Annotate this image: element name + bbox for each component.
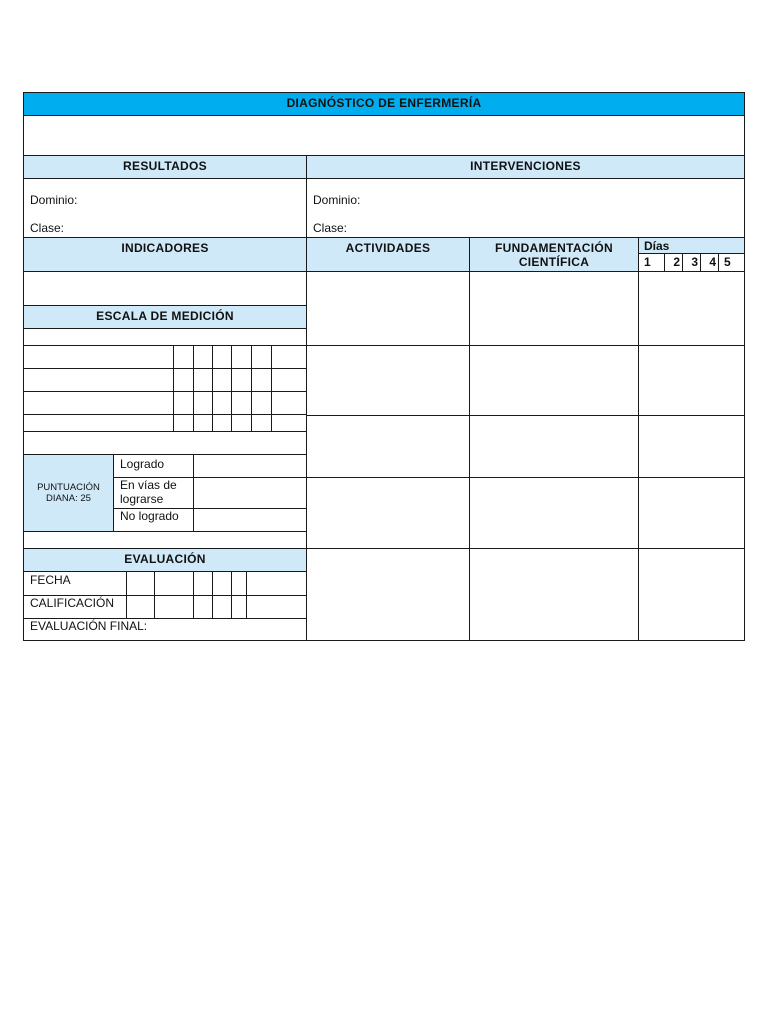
basis-cell[interactable] xyxy=(469,345,639,416)
days-cell[interactable] xyxy=(638,477,745,549)
scale-cell[interactable] xyxy=(212,368,232,392)
scale-cell[interactable] xyxy=(271,345,307,369)
achieved-label: Logrado xyxy=(113,454,194,478)
day-4: 4 xyxy=(700,253,719,272)
days-cell[interactable] xyxy=(638,548,745,641)
scale-cell[interactable] xyxy=(173,345,194,369)
days-label: Días xyxy=(644,239,670,253)
activity-cell[interactable] xyxy=(306,548,470,641)
days-header xyxy=(638,237,745,254)
in-progress-value[interactable] xyxy=(193,477,307,509)
date-cell[interactable] xyxy=(246,571,307,596)
indicators-header: INDICADORES xyxy=(23,237,307,272)
not-achieved-label: No logrado xyxy=(113,508,194,532)
date-label: FECHA xyxy=(23,571,127,596)
scale-row-label[interactable] xyxy=(23,368,174,392)
scale-row-label[interactable] xyxy=(23,345,174,369)
activity-cell[interactable] xyxy=(306,345,470,416)
results-block[interactable] xyxy=(23,178,307,238)
results-header: RESULTADOS xyxy=(23,155,307,179)
scale-cell[interactable] xyxy=(231,345,252,369)
results-class-label: Clase: xyxy=(30,221,65,235)
interventions-domain-label: Dominio: xyxy=(313,193,361,207)
date-cell[interactable] xyxy=(212,571,232,596)
basis-cell[interactable] xyxy=(469,548,639,641)
target-score-text: PUNTUACIÓN DIANA: 25 xyxy=(37,482,100,504)
in-progress-label: En vías de lograrse xyxy=(113,477,194,509)
scale-row-label[interactable] xyxy=(23,414,174,432)
interventions-header: INTERVENCIONES xyxy=(306,155,745,179)
days-cell[interactable] xyxy=(638,345,745,416)
diagnosis-input-area[interactable] xyxy=(23,115,745,156)
scale-cell[interactable] xyxy=(231,414,252,432)
scale-cell[interactable] xyxy=(193,414,213,432)
scale-cell[interactable] xyxy=(173,391,194,415)
scale-cell[interactable] xyxy=(193,345,213,369)
activity-cell[interactable] xyxy=(306,415,470,478)
scale-cell[interactable] xyxy=(231,368,252,392)
scale-cell[interactable] xyxy=(271,368,307,392)
date-cell[interactable] xyxy=(193,571,213,596)
grade-cell[interactable] xyxy=(246,595,307,619)
grade-cell[interactable] xyxy=(212,595,232,619)
scale-empty-row[interactable] xyxy=(23,328,307,346)
score-blank-row[interactable] xyxy=(23,531,307,549)
basis-cell[interactable] xyxy=(469,271,639,346)
results-domain-label: Dominio: xyxy=(30,193,78,207)
basis-cell[interactable] xyxy=(469,415,639,478)
date-cell[interactable] xyxy=(126,571,155,596)
activity-cell[interactable] xyxy=(306,271,470,346)
scale-cell[interactable] xyxy=(193,391,213,415)
scale-cell[interactable] xyxy=(212,414,232,432)
not-achieved-value[interactable] xyxy=(193,508,307,532)
activity-cell[interactable] xyxy=(306,477,470,549)
date-cell[interactable] xyxy=(154,571,194,596)
day-2: 2 xyxy=(664,253,683,272)
scale-cell[interactable] xyxy=(212,345,232,369)
grade-cell[interactable] xyxy=(126,595,155,619)
final-evaluation[interactable]: EVALUACIÓN FINAL: xyxy=(23,618,307,641)
grade-cell[interactable] xyxy=(154,595,194,619)
scale-cell[interactable] xyxy=(271,414,307,432)
interventions-class-label: Clase: xyxy=(313,221,348,235)
grade-cell[interactable] xyxy=(193,595,213,619)
scale-cell[interactable] xyxy=(251,368,272,392)
days-cell[interactable] xyxy=(638,271,745,346)
day-3: 3 xyxy=(682,253,701,272)
scale-cell[interactable] xyxy=(173,414,194,432)
diagnosis-title: DIAGNÓSTICO DE ENFERMERÍA xyxy=(23,92,745,116)
achieved-value[interactable] xyxy=(193,454,307,478)
scale-cell[interactable] xyxy=(251,391,272,415)
scale-blank-row[interactable] xyxy=(23,431,307,455)
scale-cell[interactable] xyxy=(251,414,272,432)
grade-cell[interactable] xyxy=(231,595,247,619)
interventions-block[interactable] xyxy=(306,178,745,238)
scale-cell[interactable] xyxy=(271,391,307,415)
scientific-basis-header: FUNDAMENTACIÓN CIENTÍFICA xyxy=(469,237,639,272)
basis-cell[interactable] xyxy=(469,477,639,549)
date-cell[interactable] xyxy=(231,571,247,596)
activities-header: ACTIVIDADES xyxy=(306,237,470,272)
day-5: 5 xyxy=(718,253,745,272)
target-score-label xyxy=(23,454,114,532)
scale-cell[interactable] xyxy=(231,391,252,415)
evaluation-header: EVALUACIÓN xyxy=(23,548,307,572)
grade-label: CALIFICACIÓN xyxy=(23,595,127,619)
day-1: 1 xyxy=(638,253,665,272)
days-cell[interactable] xyxy=(638,415,745,478)
measurement-scale-header: ESCALA DE MEDICIÓN xyxy=(23,305,307,329)
indicator-input[interactable] xyxy=(23,271,307,306)
scale-cell[interactable] xyxy=(212,391,232,415)
scale-cell[interactable] xyxy=(173,368,194,392)
scale-row-label[interactable] xyxy=(23,391,174,415)
scale-cell[interactable] xyxy=(251,345,272,369)
scale-cell[interactable] xyxy=(193,368,213,392)
